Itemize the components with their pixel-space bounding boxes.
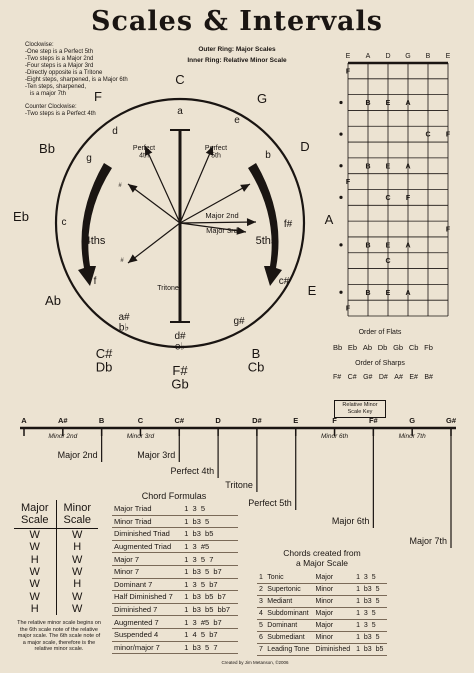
major-chord-cell: Major	[314, 620, 355, 632]
string-label: E	[445, 53, 451, 60]
fret-note: C	[385, 194, 391, 202]
page-title: Scales & Intervals	[90, 6, 384, 37]
fret-note: E	[385, 163, 391, 171]
arrow-head	[247, 218, 256, 226]
perfect-4th-label: 4th	[139, 152, 149, 160]
chords-major-table	[257, 572, 387, 656]
clockwise-note-line: -Ten steps, sharpened,	[25, 84, 87, 90]
sharp-item: C#	[347, 374, 357, 381]
major-chord-cell: Minor	[314, 632, 355, 644]
inner-ring-label: a	[177, 106, 183, 117]
fret-note: F	[345, 179, 351, 187]
major-chord-cell: Major	[314, 572, 355, 584]
major-chord-cell: 1 b3 5	[354, 632, 387, 644]
fret-note: B	[365, 289, 371, 297]
chord-formula-name: Augmented Triad	[112, 540, 182, 553]
step-cell: W	[72, 566, 83, 579]
flat-item: Cb	[408, 343, 419, 352]
major-chord-cell: 1 3 5	[354, 608, 387, 620]
chord-formula-row	[112, 528, 238, 541]
interval-note-label: D	[215, 416, 221, 425]
outer-ring-label: E	[307, 283, 317, 298]
interval-note-label: A	[21, 416, 27, 425]
outer-ring-label: G	[256, 91, 268, 106]
step-cell: W	[72, 553, 83, 566]
outer-ring-label: F#	[172, 363, 188, 378]
fret-note: C	[385, 258, 391, 266]
inner-ring-label: d	[112, 126, 118, 137]
interval-note-label: D#	[252, 416, 262, 425]
chord-formula-row	[112, 515, 238, 528]
sharp-item: D#	[378, 374, 388, 381]
interval-note-label: G#	[445, 416, 457, 425]
chord-formula-row	[112, 565, 238, 578]
sharp-item: F#	[333, 374, 342, 381]
clockwise-note-line: -Two steps is a Major 2nd	[25, 56, 94, 62]
outer-ring-caption: Outer Ring: Major Scales	[198, 46, 276, 53]
outer-ring-label: Ab	[45, 293, 61, 308]
fret-note: B	[365, 100, 371, 108]
order-sharps-title: Order of Sharps	[355, 360, 405, 367]
minor-interval-label: Minor 3rd	[126, 433, 155, 440]
step-cell: W	[72, 590, 83, 603]
major-chord-cell: Subdominant	[265, 608, 313, 620]
inner-ring-label: f#	[283, 219, 293, 230]
fret-note: E	[385, 289, 391, 297]
chord-formula-value: 1 3 5 7	[182, 553, 238, 566]
interval-spoke	[128, 184, 180, 223]
major-chord-row	[257, 584, 387, 596]
inner-ring-label: b♭	[118, 322, 130, 334]
flat-item: Gb	[393, 343, 404, 352]
major-chord-cell: Leading Tone	[265, 644, 313, 656]
interval-note-label: F	[332, 416, 337, 425]
fifths-label: 5ths	[255, 235, 277, 247]
chord-formula-row	[112, 641, 238, 654]
inner-ring-label: g#	[233, 316, 245, 327]
arrow-head	[128, 184, 138, 193]
step-cell: W	[14, 578, 56, 590]
order-sharps-list	[333, 374, 433, 381]
outer-ring-label: F	[94, 89, 102, 104]
clockwise-note-line: -Four steps is a Major 3rd	[25, 63, 94, 69]
perfect-5th-label: 5th	[211, 152, 221, 160]
inner-ring-label: f	[93, 276, 97, 287]
fret-note: A	[405, 289, 411, 297]
step-cell: H	[14, 603, 56, 615]
fret-note: E	[385, 100, 391, 108]
chord-formula-row	[112, 540, 238, 553]
clockwise-title: Clockwise:	[25, 42, 54, 48]
fret-note: F	[405, 194, 411, 202]
chord-formula-name: Diminished Triad	[112, 528, 182, 541]
major-chord-cell: Submediant	[265, 632, 313, 644]
fret-note: F	[345, 305, 351, 313]
fret-note: F	[445, 226, 451, 234]
clockwise-note-line: -Eight steps, sharpened, is a Major 6th	[25, 77, 128, 83]
interval-step-label: Perfect 5th	[248, 498, 292, 508]
fret-marker	[339, 133, 342, 136]
chord-formula-name: Minor Triad	[112, 515, 182, 528]
fret-note: A	[405, 100, 411, 108]
chord-formula-value: 1 b3 5 b7	[182, 565, 238, 578]
fret-marker	[339, 164, 342, 167]
arrow-head	[237, 227, 246, 235]
inner-ring-label: d#	[174, 331, 186, 342]
step-cell: H	[73, 578, 82, 591]
sharp-item: A#	[394, 374, 403, 381]
outer-ring-label: B	[251, 346, 261, 361]
major-minor-row	[14, 590, 98, 602]
flat-item: Ab	[362, 343, 373, 352]
minor-interval-label: Minor 7th	[398, 433, 426, 440]
chord-formula-name: Augmented 7	[112, 616, 182, 629]
interval-note-label: F#	[368, 416, 378, 425]
outer-ring-label: D	[300, 139, 310, 154]
interval-spoke	[180, 222, 256, 223]
step-cell: W	[14, 566, 56, 578]
major-minor-footnote: The relative minor scale begins on the 6th scale note of the relative major scale. The 6th scale note of a major scale, therefore is the relative minor scale.	[17, 620, 101, 653]
clockwise-note-line: -One step is a Perfect 5th	[25, 49, 94, 55]
perfect-4th-label: Perfect	[132, 145, 156, 152]
perfect-5th-label: Perfect	[204, 145, 228, 152]
step-cell: W	[14, 541, 56, 553]
chord-formula-value: 1 3 #5	[182, 540, 238, 553]
major-minor-row	[14, 603, 98, 615]
arrow-head	[128, 254, 138, 263]
chord-formulas-title: Chord Formulas	[141, 491, 207, 501]
major-chord-cell: 1 b3 5	[354, 584, 387, 596]
major-chord-cell: 5	[257, 620, 265, 632]
inner-ring-label: c#	[278, 276, 290, 287]
minor-interval-label: Minor 6th	[320, 433, 349, 440]
string-label: G	[405, 53, 411, 60]
chord-formula-value: 1 b3 b5 bb7	[182, 603, 238, 616]
fourths-label: 4ths	[84, 235, 106, 247]
fret-marker	[339, 243, 342, 246]
outer-ring-label: Db	[95, 359, 113, 375]
chord-formula-row	[112, 591, 238, 604]
counter-note-line: -Two steps is a Perfect 4th	[25, 111, 96, 117]
interval-note-label: B	[98, 416, 105, 425]
interval-step-label: Perfect 4th	[170, 466, 215, 476]
chord-formula-name: minor/major 7	[112, 641, 182, 654]
major-chord-cell: 1 3 5	[354, 620, 387, 632]
interval-step-label: Major 7th	[409, 536, 447, 546]
flat-item: Eb	[347, 343, 358, 352]
chord-formula-value: 1 3 5	[182, 503, 238, 515]
chord-formula-name: Major 7	[112, 553, 182, 566]
chord-formula-value: 1 3 #5 b7	[182, 616, 238, 629]
interval-note-label: C	[137, 416, 144, 425]
step-cell: H	[14, 554, 56, 566]
order-flats-list	[333, 343, 433, 352]
outer-ring-label: C	[175, 72, 185, 87]
major-chord-cell: Minor	[314, 596, 355, 608]
major-chord-cell: Minor	[314, 584, 355, 596]
major-chord-row	[257, 596, 387, 608]
credit: Created by Jim Metanson, ©2006	[221, 660, 289, 665]
major-chord-cell: 1 b3 5	[354, 596, 387, 608]
step-cell: W	[14, 590, 56, 602]
chord-formula-name: Minor 7	[112, 565, 182, 578]
major-chord-row	[257, 620, 387, 632]
major-minor-row	[14, 578, 98, 590]
major-minor-row	[14, 541, 98, 553]
arrow-head	[240, 184, 250, 192]
chord-formula-value: 1 b3 5	[182, 515, 238, 528]
fret-note: B	[365, 163, 371, 171]
interval-step-label: Tritone	[225, 480, 253, 490]
chord-formula-value: 1 b3 b5 b7	[182, 591, 238, 604]
major-chord-cell: Mediant	[265, 596, 313, 608]
flat-item: Db	[377, 343, 388, 352]
major-chord-cell: Tonic	[265, 572, 313, 584]
chord-formula-name: Suspended 4	[112, 628, 182, 641]
fret-marker	[339, 101, 342, 104]
major-chord-cell: 3	[257, 596, 265, 608]
step-cell: W	[72, 529, 83, 542]
outer-ring-label: Gb	[171, 376, 189, 392]
major-chord-row	[257, 572, 387, 584]
interval-note-label: C#	[174, 416, 185, 425]
inner-ring-label: c	[61, 217, 67, 228]
major-minor-header: Major Scale	[14, 500, 56, 529]
tritone-label: Tritone	[157, 285, 179, 292]
major-chord-row	[257, 644, 387, 656]
step-cell: W	[14, 529, 56, 542]
fret-marker	[339, 196, 342, 199]
major-chord-row	[257, 632, 387, 644]
major-chord-cell: Major	[314, 608, 355, 620]
interval-note-label: A#	[58, 416, 68, 425]
interval-note-label: G	[409, 416, 416, 425]
major-minor-table	[14, 500, 98, 615]
sharp-mark: #	[118, 183, 122, 189]
inner-ring-caption: Inner Ring: Relative Minor Scale	[187, 57, 287, 64]
major-chord-cell: 2	[257, 584, 265, 596]
chord-formula-name: Major Triad	[112, 503, 182, 515]
sharp-item: B#	[424, 374, 433, 381]
sharp-mark: #	[120, 258, 124, 264]
fret-note: B	[365, 242, 371, 250]
interval-step-label: Major 6th	[331, 516, 370, 526]
major-chord-cell: 7	[257, 644, 265, 656]
clockwise-note-line: is a major 7th	[25, 91, 67, 97]
fret-note: A	[405, 163, 411, 171]
inner-ring-label: e	[234, 115, 240, 126]
major-chord-cell: 1	[257, 572, 265, 584]
chord-formula-row	[112, 628, 238, 641]
string-label: E	[345, 53, 351, 60]
chord-formula-row	[112, 616, 238, 629]
major-2nd-label: Major 2nd	[205, 211, 239, 220]
clockwise-note-line: -Directly opposite is a Tritone	[25, 70, 103, 76]
outer-ring-label: A	[324, 212, 334, 227]
major-3rd-label: Major 3rd	[206, 226, 238, 235]
major-minor-header: Minor Scale	[56, 500, 98, 529]
chords-major-title: Chords created from a Major Scale	[283, 548, 361, 568]
chord-formula-row	[112, 578, 238, 591]
major-chord-cell: Diminished	[314, 644, 355, 656]
chord-formula-row	[112, 553, 238, 566]
fret-marker	[339, 291, 342, 294]
chord-formula-name: Half Diminished 7	[112, 591, 182, 604]
fret-note: A	[405, 242, 411, 250]
sharp-item: G#	[363, 374, 373, 381]
order-flats-title: Order of Flats	[358, 329, 402, 336]
chord-formula-value: 1 3 5 b7	[182, 578, 238, 591]
inner-ring-label: a#	[118, 312, 130, 323]
inner-ring-label: g	[86, 153, 92, 164]
interval-spoke	[128, 223, 180, 263]
string-label: B	[425, 53, 431, 60]
flat-item: Bb	[333, 343, 343, 352]
inner-ring-label: b	[265, 150, 271, 161]
outer-ring-label: Eb	[13, 209, 29, 224]
step-cell: H	[73, 541, 82, 554]
chord-formula-row	[112, 603, 238, 616]
major-minor-row	[14, 529, 98, 542]
fifths-arrow	[248, 163, 282, 286]
major-minor-row	[14, 554, 98, 566]
minor-interval-label: Minor 2nd	[48, 433, 78, 440]
outer-ring-label: Cb	[247, 359, 265, 375]
outer-ring-label: Bb	[39, 141, 55, 156]
relative-minor-key: Relative Minor Scale Key	[334, 400, 386, 418]
major-chord-cell: 6	[257, 632, 265, 644]
chord-formula-value: 1 b3 b5	[182, 528, 238, 541]
string-label: D	[385, 53, 391, 60]
chord-formula-value: 1 b3 5 7	[182, 641, 238, 654]
major-chord-cell: Dominant	[265, 620, 313, 632]
string-label: A	[365, 53, 371, 60]
counter-clockwise-title: Counter Clockwise:	[25, 104, 77, 110]
chord-formula-row	[112, 503, 238, 515]
inner-ring-label: e♭	[174, 341, 186, 353]
sharp-item: E#	[409, 374, 418, 381]
major-chord-cell: Supertonic	[265, 584, 313, 596]
interval-step-label: Major 3rd	[137, 450, 176, 460]
fret-note: E	[385, 242, 391, 250]
fret-note: C	[425, 131, 431, 139]
major-chord-cell: 4	[257, 608, 265, 620]
fret-note: F	[345, 68, 351, 76]
major-chord-cell: 1 3 5	[354, 572, 387, 584]
major-chord-row	[257, 608, 387, 620]
fourths-arrow	[78, 163, 112, 286]
fret-note: F	[445, 131, 451, 139]
interval-spoke	[145, 146, 180, 223]
step-cell: W	[72, 602, 83, 615]
major-chord-cell: 1 b3 b5	[354, 644, 387, 656]
interval-note-label: E	[293, 416, 299, 425]
interval-step-label: Major 2nd	[57, 450, 98, 460]
chord-formulas-table	[112, 503, 238, 654]
flat-item: Fb	[424, 343, 433, 352]
major-minor-row	[14, 566, 98, 578]
chord-formula-value: 1 4 5 b7	[182, 628, 238, 641]
chord-formula-name: Diminished 7	[112, 603, 182, 616]
outer-ring-label: C#	[95, 346, 113, 361]
chord-formula-name: Dominant 7	[112, 578, 182, 591]
